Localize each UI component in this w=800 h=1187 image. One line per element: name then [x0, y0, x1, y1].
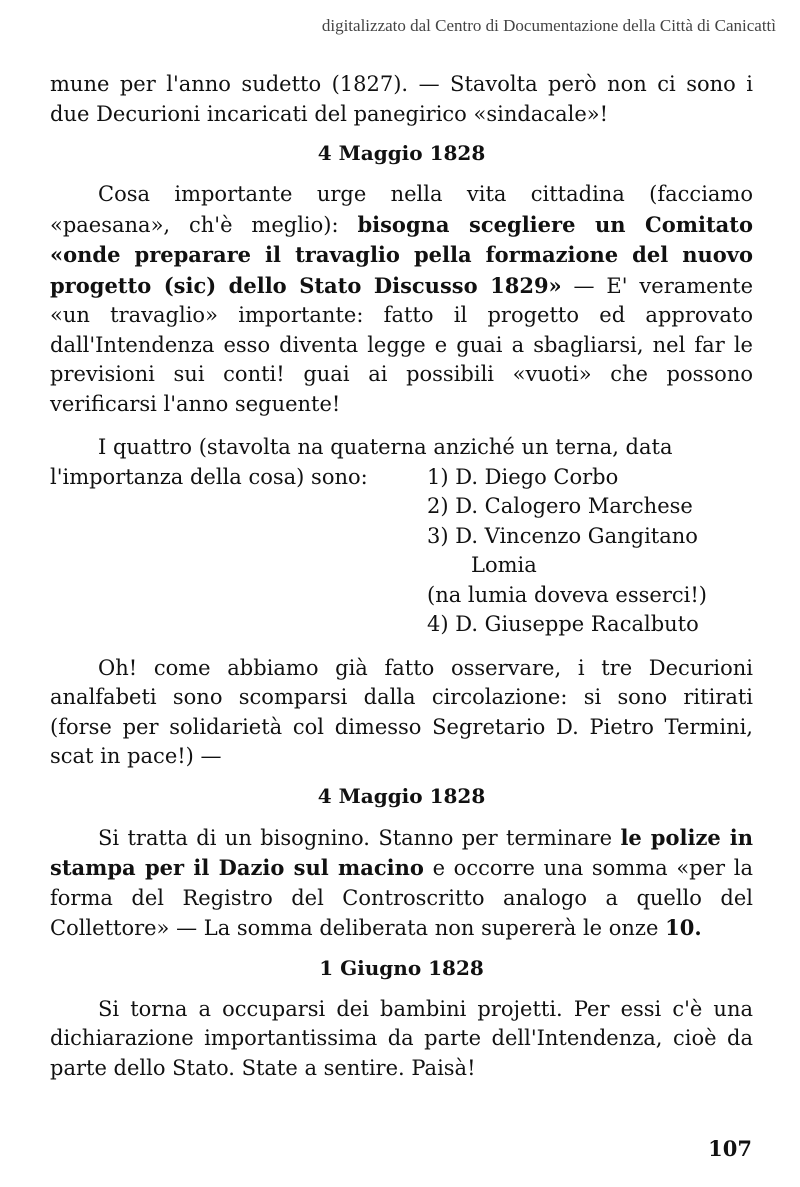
- list-item: 2) D. Calogero Marchese: [427, 494, 693, 518]
- heading-date-2: 4 Maggio 1828: [317, 783, 486, 808]
- committee-list-row: [50, 463, 753, 640]
- paragraph-3-intro: I quattro (stavolta na quaterna anziché un terna, data: [98, 435, 673, 459]
- paragraph-6: Si torna a occuparsi dei bambini projetti. Per essi c'è una dichiarazione importantissima da parte dell'Intendenza, cioè da parte dello Stato. State a sentire. Paisà!: [50, 996, 753, 1080]
- paragraph-5-text-a: Si tratta di un bisognino. Stanno per terminare: [98, 825, 621, 850]
- list-item: (na lumia doveva esserci!): [427, 582, 707, 607]
- heading-date-3: 1 Giugno 1828: [319, 955, 484, 980]
- paragraph-2-bold: bisogna scegliere un Comitato «onde preparare il travaglio pella formazione del nuovo progetto (sic) dello Stato Discusso 1829»: [50, 211, 753, 298]
- paragraph-5-text-c: e occorre una somma «per la forma del Registro del Controscritto analogo a quello del Collettore» — La somma deliberata non supererà le onze: [50, 856, 754, 940]
- paragraph-5-amount: 10.: [665, 915, 702, 940]
- paragraph-2-text-a: Cosa importante urge nella vita cittadina (facciamo «paesana», ch'è meglio):: [50, 182, 753, 237]
- paragraph-5-bold: le polize in stampa per il Dazio sul macino: [50, 824, 753, 880]
- watermark: digitalizzato dal Centro di Documentazione della Città di Canicattì: [321, 16, 776, 35]
- list-item: 1) D. Diego Corbo: [427, 464, 619, 489]
- paragraph-3-left: l'importanza della cosa) sono:: [50, 464, 368, 489]
- paragraph-5: [50, 823, 753, 944]
- heading-date-1: 4 Maggio 1828: [317, 141, 486, 165]
- page-content: [50, 70, 753, 1083]
- list-item: 4) D. Giuseppe Racalbuto: [427, 612, 699, 636]
- paragraph-2-text-c: — E' veramente «un travaglio» importante: fatto il progetto ed approvato dall'Intendenza esso diventa legge e guai a sbagliarsi, nel far le previsioni sui conti! guai ai possibili «vuoti» che possono verificarsi l'anno seguente!: [50, 273, 753, 416]
- paragraph-1: mune per l'anno sudetto (1827). — Stavolta però non ci sono i due Decurioni incaricati del panegirico «sindacale»!: [50, 72, 753, 126]
- page-number: 107: [708, 1136, 752, 1161]
- paragraph-4: Oh! come abbiamo già fatto osservare, i tre Decurioni analfabeti sono scomparsi dalla circolazione: si sono ritirati (forse per solidarietà col dimesso Segretario D. Pietro Termini, scat in pace!) —: [50, 655, 753, 768]
- committee-list: [427, 463, 753, 640]
- paragraph-3: [50, 433, 753, 640]
- paragraph-2: [50, 180, 753, 419]
- list-item: 3) D. Vincenzo Gangitano: [427, 523, 698, 548]
- list-item: Lomia: [471, 553, 537, 577]
